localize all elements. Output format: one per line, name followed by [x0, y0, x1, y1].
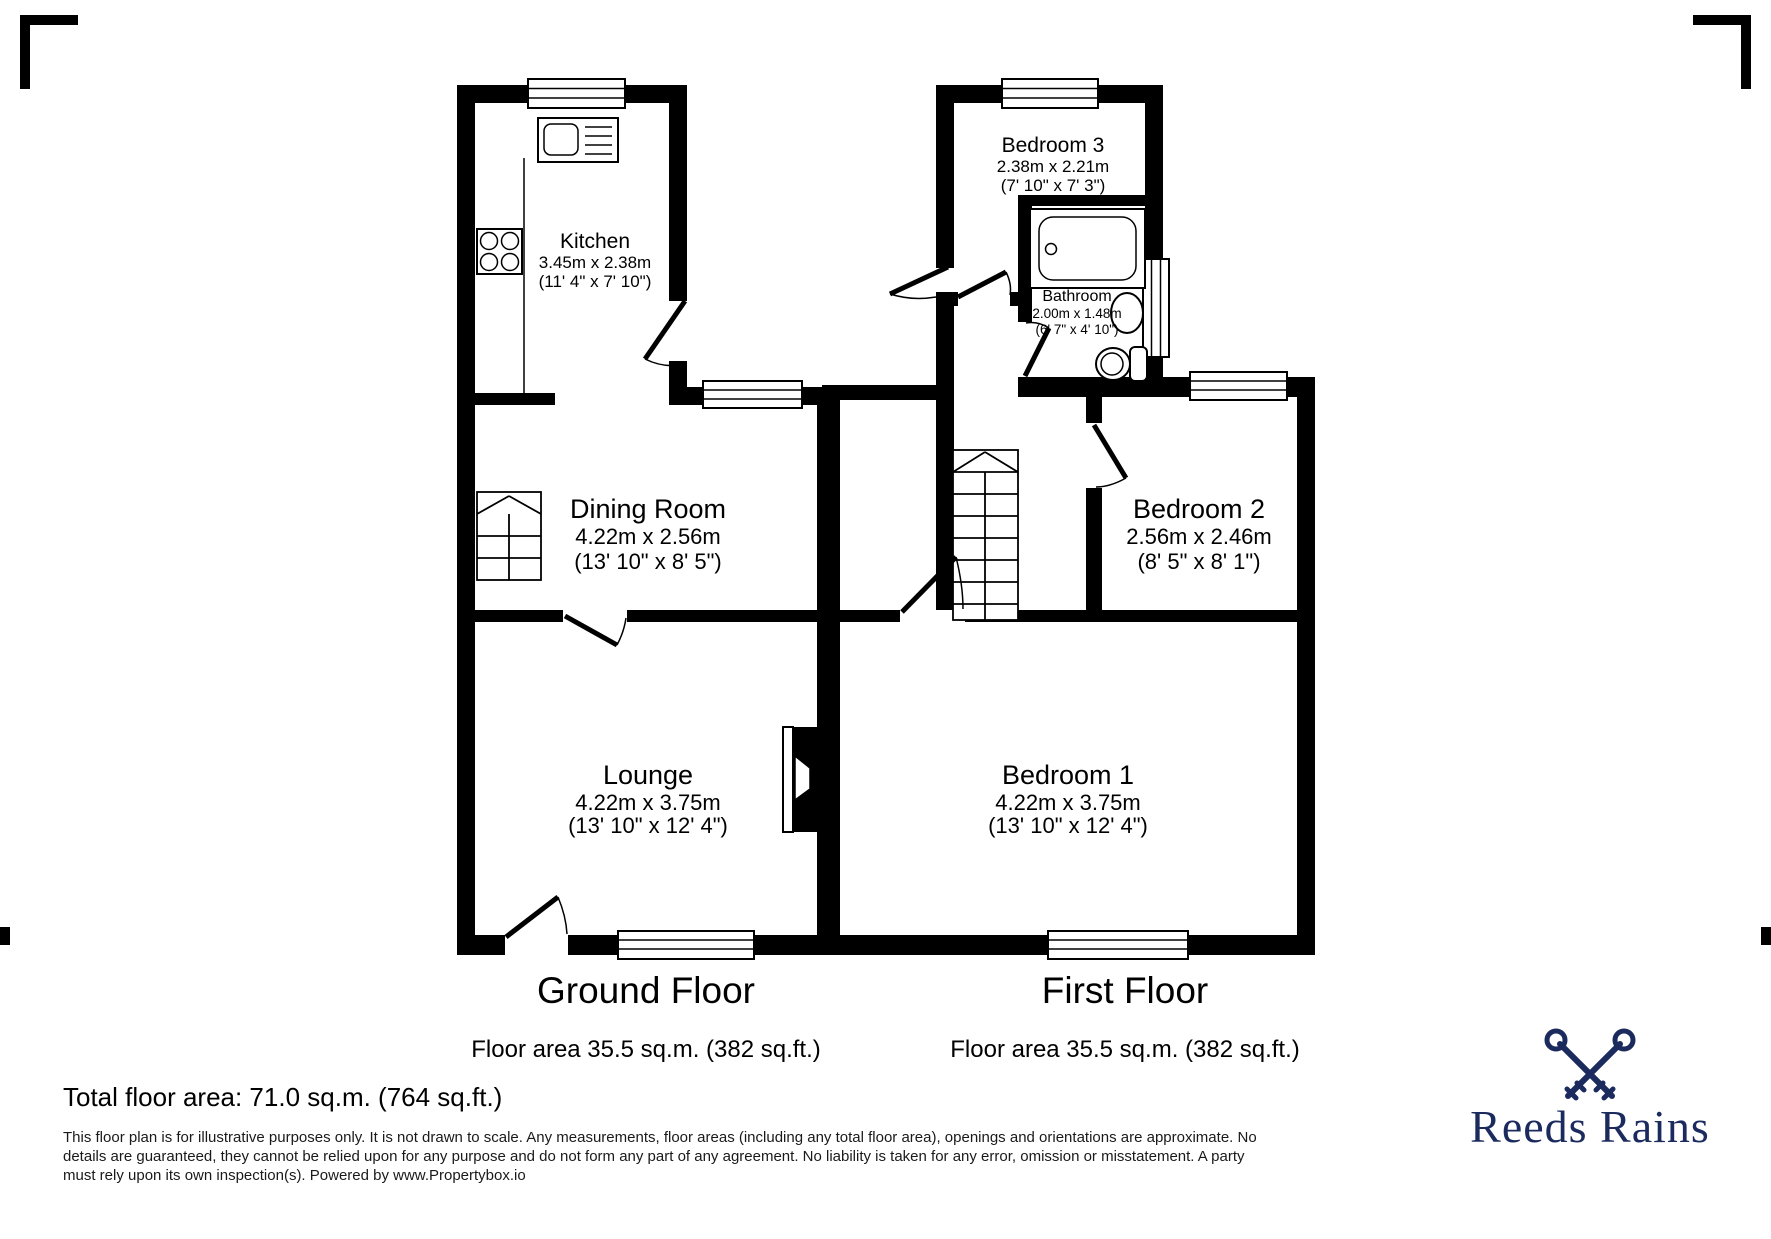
dining-room-imperial: (13' 10" x 8' 5")	[574, 549, 722, 574]
kitchen-label	[539, 230, 652, 291]
bathroom-window	[1143, 259, 1169, 357]
bedroom1-window	[1048, 931, 1188, 959]
bedroom3-window	[1002, 79, 1098, 108]
bedroom2-metric: 2.56m x 2.46m	[1126, 524, 1272, 549]
corner-marks	[0, 15, 1771, 945]
bedroom3-door	[958, 272, 1011, 297]
bedroom2-label	[1126, 494, 1272, 574]
ground-floor-area: Floor area 35.5 sq.m. (382 sq.ft.)	[471, 1036, 821, 1063]
lounge-window	[618, 931, 754, 959]
bedroom3-name: Bedroom 3	[1001, 134, 1105, 157]
kitchen-imperial: (11' 4" x 7' 10")	[538, 272, 652, 291]
bedroom1-imperial: (13' 10" x 12' 4")	[988, 813, 1148, 838]
dining-room-name: Dining Room	[569, 494, 727, 524]
kitchen-hob	[477, 229, 522, 274]
brand-logo-text: Reeds Rains	[1470, 1101, 1710, 1152]
disclaimer-line-2: details are guaranteed, they cannot be relied upon for any purpose and do not form any part of any agreement. No liability is taken for any error, omission or misstatement. A party	[63, 1148, 1245, 1165]
kitchen-window	[528, 79, 625, 108]
bedroom3-imperial: (7' 10" x 7' 3")	[1000, 176, 1106, 195]
disclaimer-line-3: must rely upon its own inspection(s). Powered by www.Propertybox.io	[63, 1167, 526, 1184]
front-door	[506, 897, 567, 937]
kitchen-metric: 3.45m x 2.38m	[538, 253, 652, 272]
toilet	[1096, 347, 1147, 381]
bathroom-name: Bathroom	[1042, 288, 1112, 305]
lounge-name: Lounge	[602, 760, 694, 790]
bathtub	[1030, 209, 1145, 288]
first-floor-title: First Floor	[1041, 970, 1209, 1011]
fireplace	[783, 727, 819, 832]
bedroom1-name: Bedroom 1	[1001, 760, 1135, 790]
disclaimer-line-1: This floor plan is for illustrative purposes only. It is not drawn to scale. Any measurements, floor areas (including any total floor area), openings and orientations are approximate. No	[63, 1129, 1257, 1146]
lounge-imperial: (13' 10" x 12' 4")	[568, 813, 728, 838]
bedroom2-name: Bedroom 2	[1132, 494, 1266, 524]
ground-floor-plan	[457, 79, 835, 1063]
bedroom2-window	[1190, 372, 1287, 400]
bedroom3-label	[997, 134, 1109, 195]
lounge-label	[568, 760, 728, 838]
crossed-keys-icon	[1547, 1031, 1633, 1098]
bathroom-imperial: (6' 7" x 4' 10")	[1035, 322, 1119, 337]
ground-floor-stairs	[477, 492, 541, 580]
first-floor-plan	[822, 79, 1315, 1063]
first-floor-area: Floor area 35.5 sq.m. (382 sq.ft.)	[950, 1036, 1300, 1063]
kitchen-name: Kitchen	[559, 230, 631, 253]
dining-room-window	[703, 381, 802, 408]
bedroom3-metric: 2.38m x 2.21m	[996, 157, 1110, 176]
total-floor-area: Total floor area: 71.0 sq.m. (764 sq.ft.)	[63, 1082, 503, 1112]
dining-lounge-door	[565, 616, 626, 645]
lounge-metric: 4.22m x 3.75m	[575, 790, 721, 815]
disclaimer	[63, 1128, 1323, 1185]
bathroom-metric: 2.00m x 1.48m	[1032, 306, 1122, 321]
bedroom2-door	[1094, 425, 1126, 487]
dining-room-label	[570, 494, 726, 574]
kitchen-sink	[538, 118, 618, 162]
bedroom1-metric: 4.22m x 3.75m	[995, 790, 1141, 815]
bedroom2-imperial: (8' 5" x 8' 1")	[1137, 549, 1261, 574]
bathroom-label	[1032, 288, 1121, 337]
kitchen-door	[645, 301, 685, 366]
bedroom1-label	[988, 760, 1148, 838]
ground-floor-title: Ground Floor	[537, 970, 755, 1011]
dining-room-metric: 4.22m x 2.56m	[575, 524, 721, 549]
